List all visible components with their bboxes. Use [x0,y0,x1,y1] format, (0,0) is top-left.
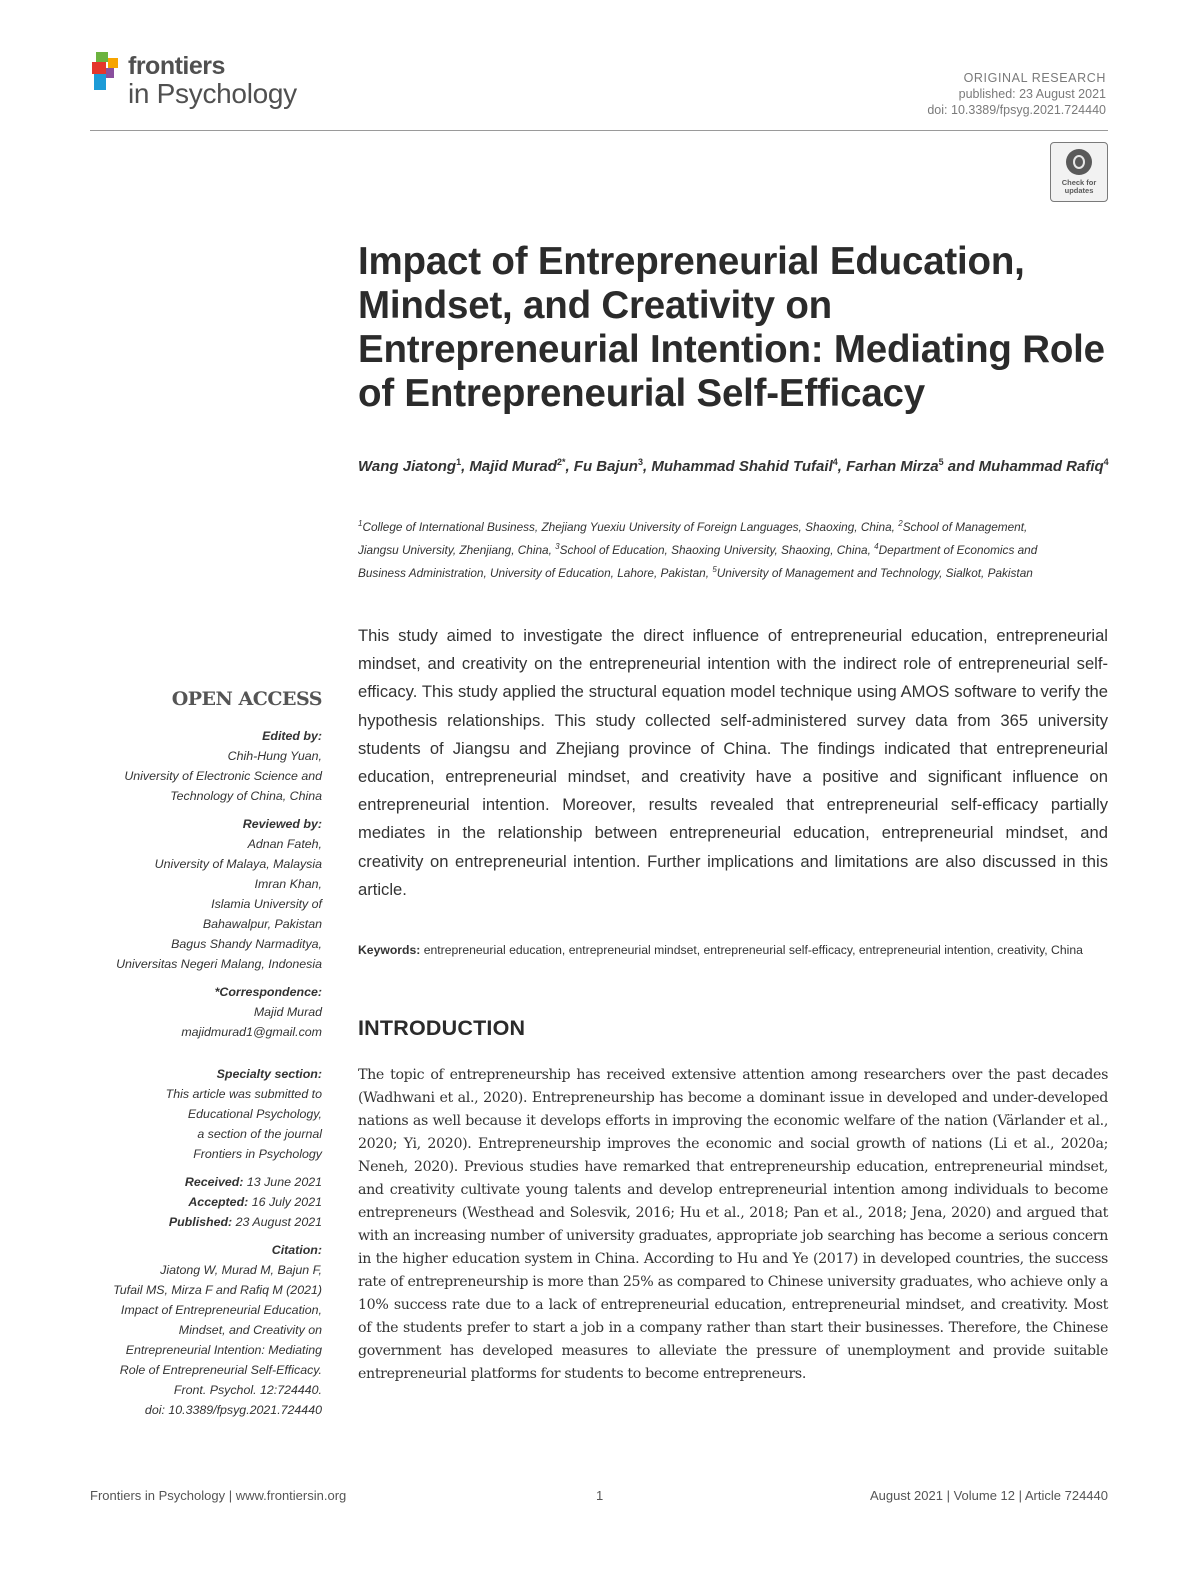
sidebar-line: Adnan Fateh, [247,837,322,851]
sidebar-line: University of Electronic Science and [124,769,322,783]
sidebar-line: majidmurad1@gmail.com [181,1025,322,1039]
sidebar-line: Imran Khan, [254,877,322,891]
author-affiliation-number: 1 [456,457,462,467]
received-date: 13 June 2021 [246,1175,322,1189]
doi[interactable]: doi: 10.3389/fpsyg.2021.724440 [927,103,1106,117]
author-name[interactable]: Muhammad Rafiq [978,458,1104,475]
accepted-line [60,1192,322,1212]
author-affiliation-number: 2* [556,457,566,467]
affiliation-list [358,514,1058,583]
received-line [60,1172,322,1192]
correspondence-list[interactable] [60,1002,322,1042]
article-type: ORIGINAL RESEARCH [963,71,1106,85]
frontiers-logo-icon [90,52,124,92]
sidebar-line: a section of the journal [197,1127,322,1141]
published-date: published: 23 August 2021 [958,87,1106,101]
author-affiliation-number: 5 [938,457,944,467]
sidebar-line: Front. Psychol. 12:724440. [173,1383,322,1397]
accepted-date: 16 July 2021 [251,1195,322,1209]
published-label: Published: [168,1215,233,1229]
keywords [358,940,1108,960]
sidebar-line: Mindset, and Creativity on [178,1323,322,1337]
citation-label: Citation: [271,1243,322,1257]
author-affiliation-number: 3 [637,457,643,467]
affiliation-number: 5 [712,564,717,574]
journal-name-line1: frontiers [128,52,225,80]
sidebar-line: Islamia University of [211,897,322,911]
published-line [60,1212,322,1232]
citation-list [60,1260,322,1420]
open-access-label: OPEN ACCESS [171,688,322,710]
keywords-text: entrepreneurial education, entrepreneurial mindset, entrepreneurial self-efficacy, entrepreneurial intention, creativity, China [423,943,1083,957]
sidebar-line: Tufail MS, Mirza F and Rafiq M (2021) [113,1283,322,1297]
specialty-list [60,1084,322,1164]
affiliation-number: 2 [898,519,903,528]
sidebar-line: doi: 10.3389/fpsyg.2021.724440 [144,1403,322,1417]
affiliation-text: University of Management and Technology, Sialkot, Pakistan [716,565,1033,580]
keywords-label: Keywords: [358,943,421,957]
article-title: Impact of Entrepreneurial Education, Mindset, and Creativity on Entrepreneurial Intention: Mediating Role of Entrepreneurial Self-Efficacy [358,240,1105,415]
crossmark-icon [1066,149,1092,175]
affiliation-text: School of Management, Jiangsu University, Zhenjiang, China, [358,519,1028,557]
reviewed-by-label: Reviewed by: [242,817,322,831]
author-name[interactable]: Wang Jiatong [358,458,457,475]
affiliation-text: College of International Business, Zhejiang Yuexiu University of Foreign Languages, Shaoxing, China, [362,519,899,534]
sidebar-line: Majid Murad [253,1005,322,1019]
journal-logo[interactable] [90,50,320,122]
affiliation-number: 1 [358,519,363,528]
published-date-sidebar: 23 August 2021 [235,1215,322,1229]
journal-name-line2: in Psychology [128,78,297,109]
affiliation-number: 3 [555,541,560,551]
received-label: Received: [184,1175,244,1189]
footer-journal-link[interactable]: Frontiers in Psychology | www.frontiersin.org [90,1488,347,1503]
author-list: Wang Jiatong$^1$, Majid Murad$^{2*}$, Fu Bajun$^3$, Muhammad Shahid Tufail$^4$, Farhan Mirza$^5$ and Muhammad Rafiq$^4$ [358,457,1109,475]
sidebar-line: Role of Entrepreneurial Self-Efficacy. [119,1363,322,1377]
sidebar-line: Frontiers in Psychology [193,1147,322,1161]
edited-by-list [60,746,322,806]
sidebar-line: University of Malaya, Malaysia [154,857,322,871]
sidebar-line: Bahawalpur, Pakistan [202,917,322,931]
author-name[interactable]: Farhan Mirza [846,458,939,475]
footer-issue-info: August 2021 | Volume 12 | Article 724440 [869,1488,1108,1503]
article-meta [927,70,1106,118]
introduction-text: The topic of entrepreneurship has received extensive attention among researchers over the past decades (Wadhwani et al., 2020). Entrepreneurship has become a dominant issue in developed and under-developed nations as well because it develops efforts in improving the economic welfare of the nation (Värlander et al., 2020; Yi, 2020). Entrepreneurship improves the economic and social growth of nations (Li et al., 2020a; Neneh, 2020). Previous studies have remarked that entrepreneurship education, entrepreneurial mindset, and creativity cultivate young talents and develop entrepreneurial intention among individuals to become entrepreneurs (Westhead and Solesvik, 2016; Hu et al., 2018; Pan et al., 2018; Jena, 2020) and argued that with an increasing number of university graduates, appropriate job searching has become a serious concern in the higher education system in China. According to Hu and Ye (2017) in developed countries, the success rate of entrepreneurship is more than 25% as compared to Chinese university graduates, who achieve only a 10% success rate due to a lack of entrepreneurial education, entrepreneurial mindset, and creativity. Most of the students prefer to start a job in a company rather than start their businesses. Therefore, the Chinese government has developed measures to alleviate the pressure of unemployment and provide suitable entrepreneurial platforms for students to become entrepreneurs. [358,1067,1108,1382]
accepted-label: Accepted: [188,1195,249,1209]
specialty-label: Specialty section: [216,1067,322,1081]
sidebar-line: This article was submitted to [165,1087,322,1101]
sidebar-line: Chih-Hung Yuan, [227,749,322,763]
author-name[interactable]: Majid Murad [469,458,557,475]
author-affiliation-number: 4 [832,457,838,467]
sidebar-line: Universitas Negeri Malang, Indonesia [116,957,322,971]
crossmark-badge[interactable] [1050,142,1108,202]
correspondence-label: *Correspondence: [214,985,322,999]
sidebar-line: Impact of Entrepreneurial Education, [120,1303,322,1317]
author-affiliation-number: 4 [1103,457,1109,467]
sidebar-line: Jiatong W, Murad M, Bajun F, [160,1263,322,1277]
affiliation-number: 4 [874,541,879,551]
affiliation-text: Department of Economics and Business Administration, University of Education, Lahore, Pakistan, [358,542,1038,580]
abstract: This study aimed to investigate the direct influence of entrepreneurial education, entrepreneurial mindset, and creativity on the entrepreneurial intention with the indirect role of entrepreneurial self-efficacy. This study applied the structural equation model technique using AMOS software to verify the hypothesis relationships. This study collected self-administered survey data from 365 university students of Jiangsu and Zhejiang province of China. The findings indicated that entrepreneurial education, entrepreneurial mindset, and creativity have a positive and significant influence on entrepreneurial intention. Moreover, results revealed that entrepreneurial self-efficacy partially mediates in the relationship between entrepreneurial education, entrepreneurial mindset, and creativity on entrepreneurial intention. Further implications and limitations are also discussed in this article. [358,626,1108,899]
section-heading-introduction: INTRODUCTION [358,1016,526,1040]
sidebar-line: Bagus Shandy Narmaditya, [171,937,322,951]
author-name[interactable]: Muhammad Shahid Tufail [651,458,833,475]
reviewed-by-list [60,834,322,974]
affiliation-text: School of Education, Shaoxing University, Shaoxing, China, [559,542,875,557]
sidebar [60,686,322,1420]
page-number: 1 [596,1488,604,1503]
sidebar-line: Entrepreneurial Intention: Mediating [125,1343,322,1357]
sidebar-line: Technology of China, China [170,789,322,803]
sidebar-line: Educational Psychology, [187,1107,322,1121]
author-name[interactable]: Fu Bajun [573,458,638,475]
crossmark-label: Check for updates [1061,178,1097,195]
header-divider [90,130,1108,131]
edited-by-label: Edited by: [262,729,322,743]
